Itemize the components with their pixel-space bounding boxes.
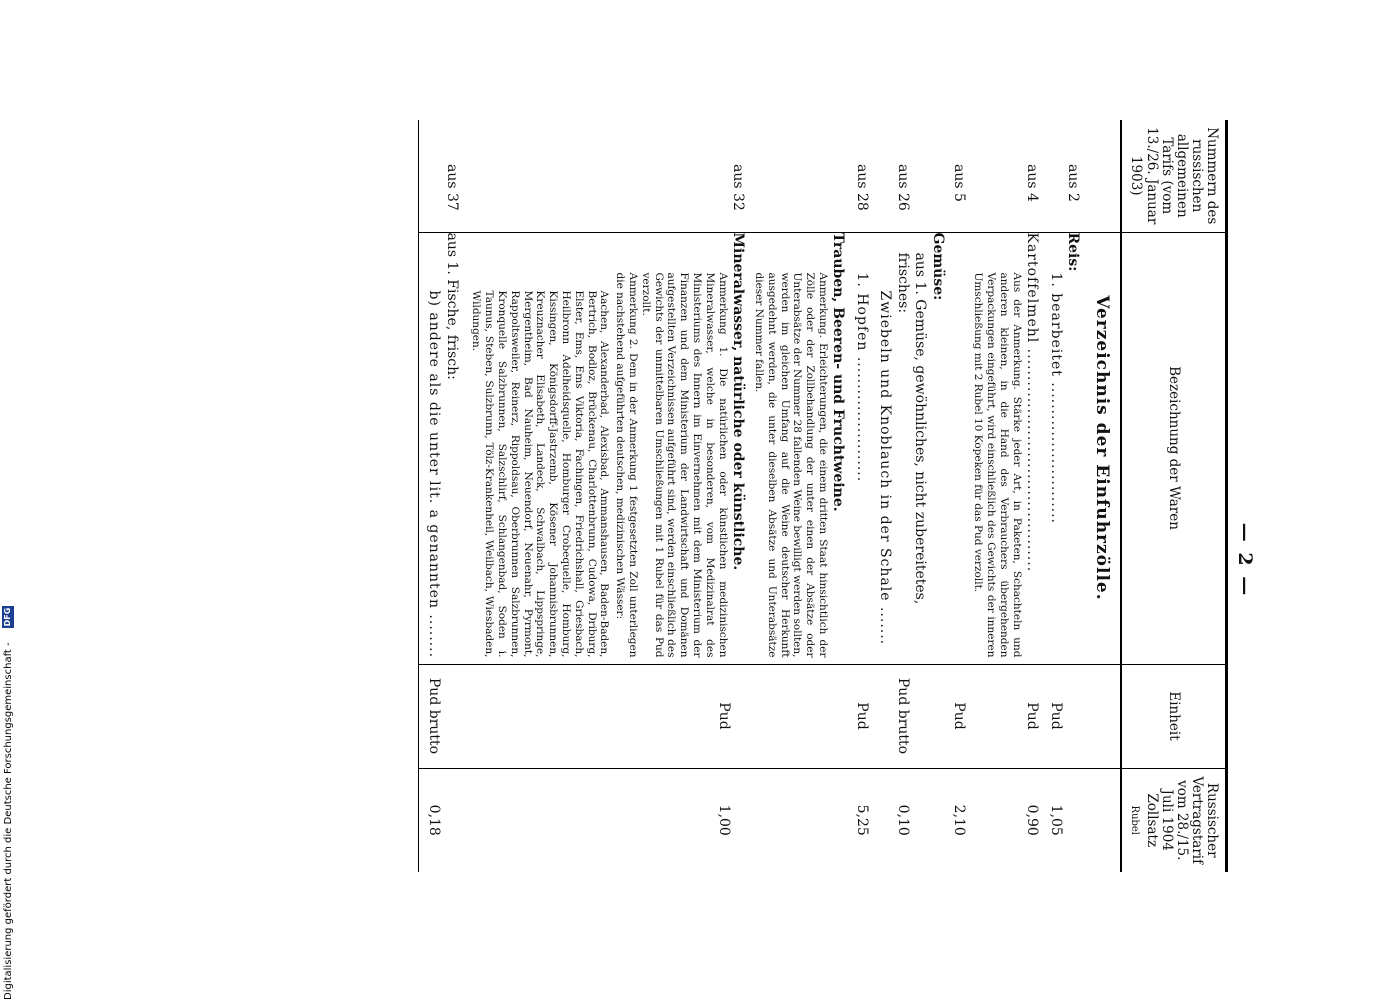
unit-value: Pud <box>1024 702 1041 730</box>
goods-line: Trauben, Beeren- und Fruchtweine. <box>830 232 847 512</box>
goods-description <box>876 232 950 664</box>
goods-line: Reis: <box>1065 232 1082 272</box>
table-row <box>418 120 470 872</box>
header-unit: Einheit <box>1121 664 1226 768</box>
rate-cell <box>752 768 852 872</box>
tariff-number-value: aus 26 <box>894 164 911 211</box>
unit-cell <box>971 664 1046 768</box>
unit-value: Pud <box>1047 702 1064 730</box>
tariff-number <box>876 120 950 232</box>
goods-line: 1. bearbeitet .......................... <box>1047 272 1064 525</box>
goods-line: b) andere als die unter lit. a genannten ........ <box>426 290 443 659</box>
rate-cell <box>876 768 950 872</box>
tariff-number: aus 2 <box>1065 164 1082 202</box>
tariff-number: aus 28 <box>853 164 870 211</box>
header-goods-description: Bezeichnung der Waren <box>1121 232 1226 664</box>
tariff-number: aus 5 <box>951 164 968 202</box>
header-duty-rate-label: Russischer Vertragstarif vom 28./15. Juli 1904 Zollsatz <box>1143 776 1220 865</box>
unit-cell <box>752 664 852 768</box>
goods-note: Aus der Anmerkung. Stärke jeder Art, in Paketen, Schachteln und anderen kleinen, in die Hand des Verbrauchers übergehenden Verpackungen eingeführt, wird einschließlich des Gewichts der inneren Umschließung mit 2 Rubel 10 Kopeken für das Pud verzollt. <box>972 272 1023 658</box>
table-row <box>852 120 876 872</box>
tariff-number <box>752 120 852 232</box>
unit-cell <box>876 664 950 768</box>
goods-line: aus 1. Fische, frisch: <box>443 232 460 380</box>
unit-cell <box>418 664 470 768</box>
page-number: — 2 — <box>1234 522 1256 598</box>
goods-line: Zwiebeln und Knoblauch in der Schale ....... <box>877 290 894 646</box>
table-row <box>971 120 1046 872</box>
unit-value: Pud brutto <box>426 677 443 755</box>
goods-line: Gemüse: <box>929 232 946 301</box>
rate-value: 5,25 <box>853 804 870 836</box>
unit-cell <box>470 664 752 768</box>
goods-note: Anmerkung 2. Dem in der Anmerkung 1 festgesetzten Zoll unterliegen die nachstehend aufgeführten deutschen, medizinischen Wässer: <box>614 272 640 658</box>
rate-cell <box>950 768 972 872</box>
credit-label: Digitalisierung gefördert durch die Deutsche Forschungsgemeinschaft - <box>3 642 14 1000</box>
rate-cell <box>1046 768 1081 872</box>
rate-value: 0,90 <box>1024 804 1041 836</box>
goods-description <box>470 232 752 664</box>
goods-note: Anmerkung. Erleichterungen, die einem dritten Staat hinsichtlich der Zölle oder der Zollbehandlung der unter einen der Absätze oder Unterabsätze der Nummer 28 fallenden Weine bewilligt werden sollten, werden im gleichen Umfang auf die Weine deutscher Herkunft ausgedehnt werden, die unter dieselben Absätze und Unterabsätze dieser Nummer fallen. <box>752 272 829 658</box>
rate-cell <box>852 768 876 872</box>
goods-note: Anmerkung 1. Die natürlichen oder künstlichen medizinischen Mineralwasser, welche in besonderen, vom Medizinalrat des Ministeriums des Innern im Einvernehmen mit dem Ministerium der Finanzen und dem Ministerium der Landwirtschaft und Domänen aufgestellten Verzeichnissen aufgeführt sind, werden einschließlich des Gewichts der unmittelbaren Umschließungen mit 1 Rubel für das Pud verzollt. <box>639 272 729 658</box>
table-row <box>470 120 752 872</box>
rate-cell <box>418 768 470 872</box>
credit-text <box>1 0 17 1000</box>
unit-value: Pud brutto <box>894 677 911 755</box>
goods-line: aus 1. Gemüse, gewöhnliches, nicht zubereitetes, frisches: <box>894 252 929 605</box>
goods-line: 1. Hopfen ....................... <box>853 272 870 483</box>
rate-value: 0,10 <box>894 804 911 836</box>
table-header-row <box>1121 120 1226 872</box>
unit-value: Pud <box>716 702 733 730</box>
header-duty-rate-currency: Rubel <box>1129 805 1141 835</box>
unit-value: Pud <box>853 702 870 730</box>
goods-description <box>752 232 852 664</box>
rate-value: 1,00 <box>716 804 733 836</box>
unit-cell <box>1046 664 1081 768</box>
unit-cell <box>852 664 876 768</box>
goods-description <box>418 232 470 664</box>
tariff-number: aus 37 <box>418 120 470 232</box>
rate-value: 0,18 <box>426 804 443 836</box>
section-title: Verzeichnis der Einfuhrzölle. <box>1081 232 1121 664</box>
header-duty-rate <box>1121 768 1226 872</box>
section-title-row <box>1081 120 1121 872</box>
table-row <box>1046 120 1081 872</box>
goods-line: Kartoffelmehl ......................................... <box>1024 232 1041 573</box>
tariff-table <box>418 120 1228 872</box>
goods-description <box>971 232 1046 664</box>
goods-description <box>852 232 876 664</box>
goods-description <box>950 232 972 664</box>
dfg-logo: DFG <box>3 607 12 627</box>
goods-line: Mineralwasser, natürliche oder künstliche. <box>730 232 747 571</box>
tariff-number: aus 4 <box>1024 164 1041 202</box>
tariff-number: aus 32 <box>730 164 747 211</box>
unit-value: Pud <box>951 702 968 730</box>
rate-cell <box>470 768 752 872</box>
unit-cell <box>950 664 972 768</box>
rotated-document-page <box>130 120 1260 1000</box>
goods-note: Aachen, Alexanderbad, Alexisbad, Ammanshausen, Baden-Baden, Bertrich, Bodloz, Brückenau, Charlottenbrunn, Cudowa, Driburg, Elster, Ems, Ems Viktoria, Fachingen, Friedrichshall, Griesbach, Heilbronn Adelheidsquelle, Homburger Crobequelle, Homburg, Kissingen, Königsdorff-Jastrzemb, Kösener Johannisbrunnen, Kreuznacher Elisabeth, Landeck, Schwalbach, Lippspringe, Mergentheim, Bad Nauheim, Neuendorf, Neuenahr, Pyrmont, Rappoltsweiler, Reinerz, Rippoldsau, Oberbrunnen Salzbrunnen, Kronquelle Salzbrunnen, Salzschlirf, Schlangenbad, Soden i. Taunus, Steben, Sulzbrunn, Tölz-Krankenheil, Weilbach, Wiesbaden, Wildungen. <box>470 290 611 658</box>
goods-description <box>1046 232 1081 664</box>
rate-cell <box>971 768 1046 872</box>
table-row <box>752 120 852 872</box>
table-row <box>950 120 972 872</box>
digitization-credit <box>0 0 16 1000</box>
rate-value: 1,05 <box>1047 804 1064 836</box>
table-row <box>876 120 950 872</box>
header-tariff-number: Nummern des russischen allgemeinen Tarifs (vom 13./26. Januar 1903) <box>1121 120 1226 232</box>
rate-value: 2,10 <box>951 804 968 836</box>
